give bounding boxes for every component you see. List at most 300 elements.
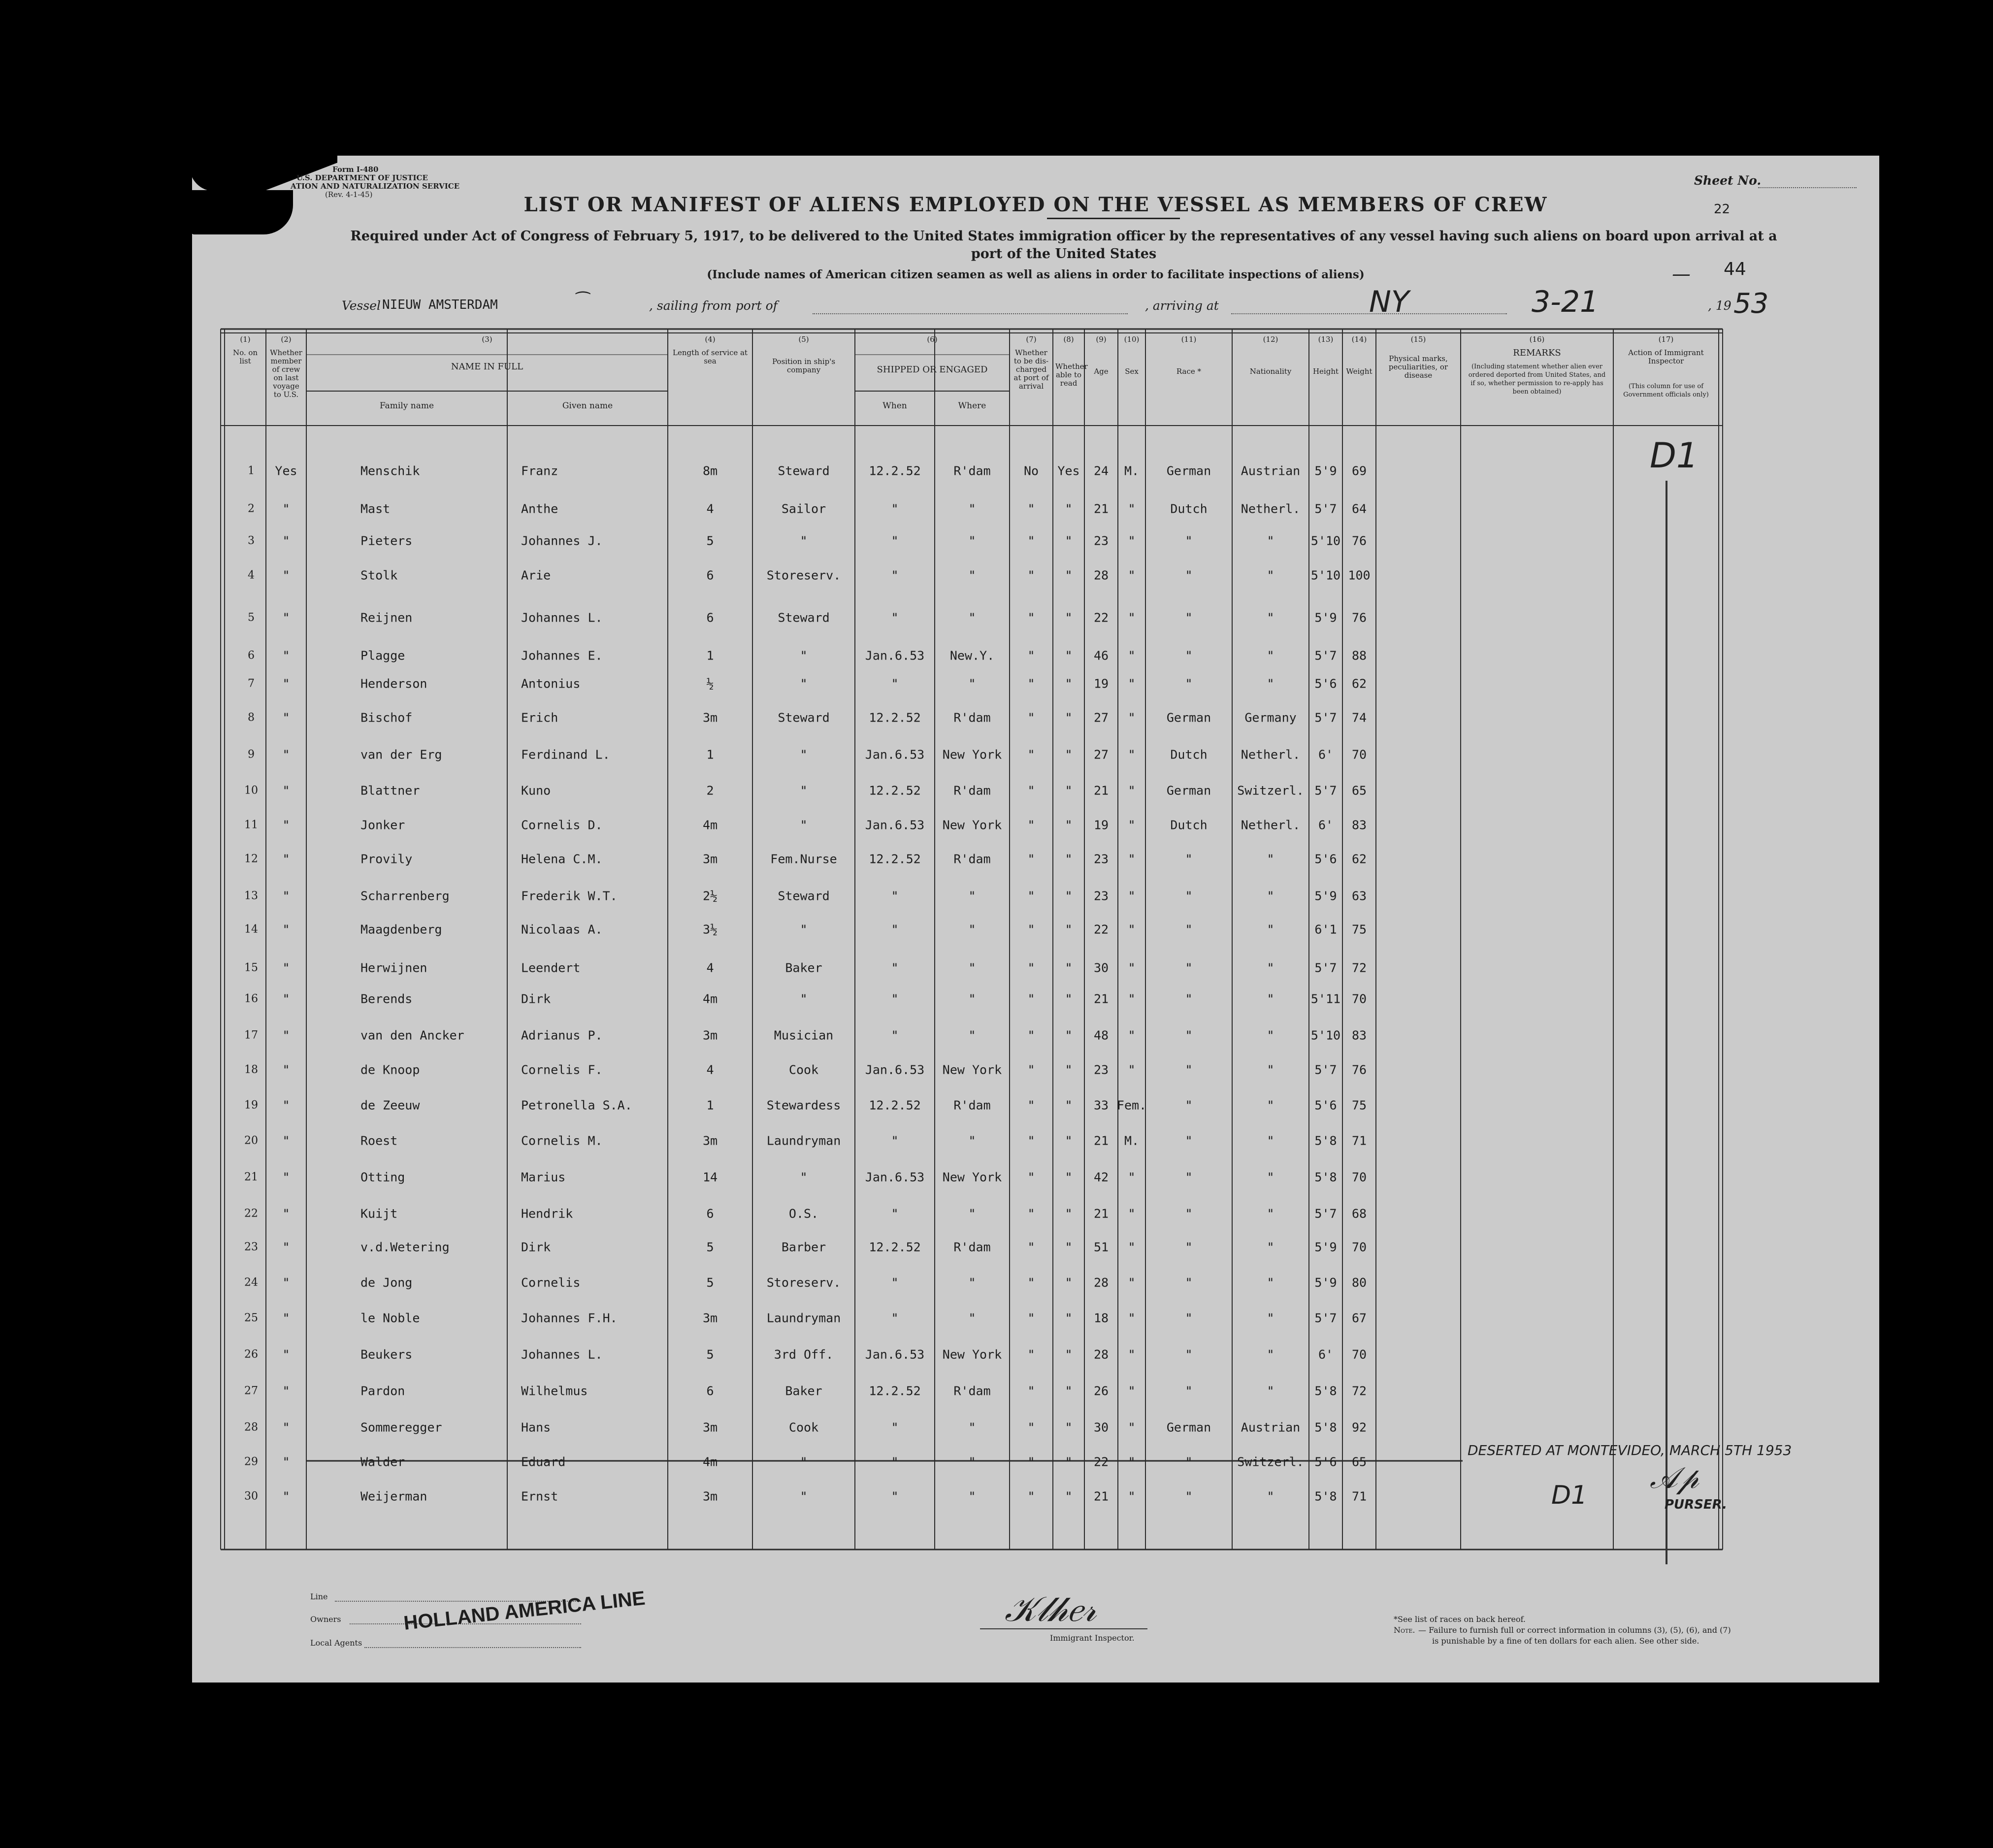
stamp-number: 44 <box>1724 259 1746 279</box>
table-cell: " <box>968 1133 976 1148</box>
table-cell: " <box>1065 568 1073 583</box>
table-cell: Jan.6.53 <box>865 1347 925 1362</box>
table-cell: " <box>1185 610 1193 625</box>
table-cell: " <box>1065 1489 1073 1504</box>
table-cell: de Knoop <box>360 1062 420 1077</box>
sailing-label: , sailing from port of <box>649 298 778 313</box>
table-cell: Blattner <box>360 783 420 798</box>
table-cell: " <box>1128 1240 1136 1254</box>
table-cell: 70 <box>1351 747 1367 762</box>
table-cell: 62 <box>1351 676 1367 691</box>
subheader-where: Where <box>958 401 986 411</box>
table-cell: 5'10 <box>1310 568 1341 583</box>
table-cell: " <box>1027 676 1035 691</box>
table-cell: " <box>282 676 290 691</box>
table-cell: Antonius <box>521 676 581 691</box>
table-cell: " <box>1185 852 1193 866</box>
table-cell: 21 <box>1093 1489 1109 1504</box>
table-cell: 5'8 <box>1314 1170 1337 1185</box>
table-cell: " <box>1267 1489 1274 1504</box>
table-cell: " <box>282 1311 290 1325</box>
table-cell: " <box>1065 1311 1073 1325</box>
table-cell: " <box>282 1240 290 1254</box>
table-cell: " <box>800 533 808 548</box>
table-cell: M. <box>1124 463 1140 478</box>
table-cell: " <box>282 1384 290 1398</box>
table-cell: 5'7 <box>1314 1062 1337 1077</box>
table-cell: 1 <box>706 648 714 663</box>
table-cell: " <box>968 922 976 937</box>
table-cell: Nicolaas A. <box>521 922 603 937</box>
table-cell: " <box>282 1170 290 1185</box>
table-cell: Berends <box>360 991 413 1006</box>
table-cell: 21 <box>1093 1206 1109 1221</box>
table-cell: Helena C.M. <box>521 852 603 866</box>
table-cell: " <box>1128 922 1136 937</box>
table-cell: " <box>891 533 899 548</box>
table-cell: German <box>1166 710 1211 725</box>
table-cell: 5'7 <box>1314 710 1337 725</box>
sheet-label: Sheet No. <box>1694 173 1762 188</box>
table-cell: 27 <box>1093 747 1109 762</box>
footer-owners-label: Owners <box>310 1615 341 1624</box>
table-cell: 23 <box>1093 889 1109 903</box>
table-cell: 70 <box>1351 1240 1367 1254</box>
footer-agents-blank <box>364 1647 581 1648</box>
table-cell: " <box>891 1275 899 1290</box>
table-cell: 68 <box>1351 1206 1367 1221</box>
handwritten-mark: ⁀ <box>576 292 590 311</box>
subheader-when: When <box>882 401 907 411</box>
table-cell: Pieters <box>360 533 413 548</box>
table-cell: " <box>282 1489 290 1504</box>
table-cell: " <box>891 501 899 516</box>
table-cell: R'dam <box>953 1384 991 1398</box>
note-line-2: is punishable by a fine of ten dollars for each alien. See other side. <box>1432 1636 1699 1646</box>
table-cell: " <box>1267 1028 1274 1043</box>
table-cell: R'dam <box>953 1098 991 1113</box>
table-cell: Cook <box>788 1062 819 1077</box>
table-cell: 5'7 <box>1314 960 1337 975</box>
table-cell: 22 <box>1093 922 1109 937</box>
table-cell: 12.2.52 <box>869 1384 921 1398</box>
table-cell: German <box>1166 463 1211 478</box>
table-cell: 5'7 <box>1314 648 1337 663</box>
table-cell: Maagdenberg <box>360 922 442 937</box>
row-number: 29 <box>244 1455 258 1468</box>
row-number: 25 <box>244 1312 258 1324</box>
row-number: 5 <box>248 611 255 624</box>
table-cell: " <box>282 1206 290 1221</box>
column-header: NAME IN FULL <box>451 362 523 372</box>
table-cell: R'dam <box>953 463 991 478</box>
table-cell: 5'8 <box>1314 1133 1337 1148</box>
table-cell: 23 <box>1093 533 1109 548</box>
table-cell: " <box>1065 1384 1073 1398</box>
table-cell: 4 <box>706 1062 714 1077</box>
row-number: 14 <box>244 923 258 936</box>
table-cell: " <box>800 783 808 798</box>
table-cell: 5'8 <box>1314 1420 1337 1435</box>
table-cell: " <box>1027 648 1035 663</box>
table-cell: 70 <box>1351 1347 1367 1362</box>
table-cell: 12.2.52 <box>869 463 921 478</box>
table-cell: Steward <box>778 710 830 725</box>
table-cell: " <box>891 610 899 625</box>
table-cell: Walder <box>360 1454 405 1469</box>
table-cell: " <box>1185 1098 1193 1113</box>
vessel-label: Vessel <box>342 298 381 313</box>
table-cell: " <box>800 1454 808 1469</box>
table-cell: " <box>891 676 899 691</box>
table-cell: " <box>1027 747 1035 762</box>
table-cell: " <box>282 1454 290 1469</box>
table-cell: " <box>1128 960 1136 975</box>
table-cell: " <box>1128 1311 1136 1325</box>
table-cell: Hendrik <box>521 1206 573 1221</box>
column-number: (2) <box>281 335 292 344</box>
table-cell: " <box>1128 1028 1136 1043</box>
column-header: Sex <box>1125 367 1139 376</box>
table-cell: 5'6 <box>1314 852 1337 866</box>
table-cell: " <box>1065 710 1073 725</box>
table-cell: Hans <box>521 1420 551 1435</box>
table-cell: " <box>1027 1028 1035 1043</box>
table-cell: " <box>1027 783 1035 798</box>
column-header: Age <box>1094 367 1109 376</box>
table-cell: " <box>891 960 899 975</box>
table-cell: Netherl. <box>1241 818 1301 832</box>
table-cell: 76 <box>1351 1062 1367 1077</box>
table-cell: 12.2.52 <box>869 852 921 866</box>
table-cell: " <box>282 610 290 625</box>
table-cell: " <box>1065 1028 1073 1043</box>
table-cell: " <box>1065 1347 1073 1362</box>
row-number: 11 <box>244 819 258 831</box>
table-cell: 46 <box>1093 648 1109 663</box>
table-cell: O.S. <box>788 1206 819 1221</box>
table-cell: " <box>968 533 976 548</box>
table-cell: 6 <box>706 568 714 583</box>
table-cell: Cook <box>788 1420 819 1435</box>
table-cell: " <box>1065 610 1073 625</box>
row-number: 8 <box>248 711 255 724</box>
table-cell: " <box>1128 1489 1136 1504</box>
handwritten-dash: — <box>1672 263 1691 285</box>
table-cell: 76 <box>1351 533 1367 548</box>
table-cell: Germany <box>1244 710 1297 725</box>
table-cell: " <box>1185 533 1193 548</box>
table-cell: " <box>968 889 976 903</box>
row-number: 24 <box>244 1276 258 1289</box>
note-line-1: — Failure to furnish full or correct information in columns (3), (5), (6), and (7) <box>1418 1625 1731 1635</box>
table-cell: Frederik W.T. <box>521 889 618 903</box>
action-bracket-line <box>1666 481 1667 1564</box>
table-cell: " <box>1185 1347 1193 1362</box>
column-header: Physical marks, peculiarities, or disease <box>1388 354 1448 380</box>
table-cell: Adrianus P. <box>521 1028 603 1043</box>
purser-label: PURSER. <box>1665 1497 1728 1512</box>
table-cell: " <box>1185 960 1193 975</box>
table-cell: 6 <box>706 1384 714 1398</box>
table-cell: " <box>1185 1240 1193 1254</box>
table-cell: Baker <box>785 1384 822 1398</box>
required-line-2: port of the United States <box>971 246 1157 262</box>
column-number: (11) <box>1181 335 1197 344</box>
table-cell: " <box>1027 1454 1035 1469</box>
table-cell: " <box>1027 1347 1035 1362</box>
row-number: 27 <box>244 1385 258 1397</box>
table-cell: Herwijnen <box>360 960 427 975</box>
table-cell: van den Ancker <box>360 1028 464 1043</box>
table-cell: R'dam <box>953 783 991 798</box>
row-number: 9 <box>248 748 255 761</box>
table-cell: " <box>1027 710 1035 725</box>
row-number: 7 <box>248 677 255 690</box>
table-cell: " <box>1267 991 1274 1006</box>
table-cell: Laundryman <box>766 1311 841 1325</box>
table-cell: " <box>1128 1384 1136 1398</box>
table-cell: " <box>1267 889 1274 903</box>
table-cell: 5'9 <box>1314 610 1337 625</box>
table-cell: 71 <box>1351 1489 1367 1504</box>
table-cell: " <box>1185 648 1193 663</box>
table-cell: 5'7 <box>1314 1206 1337 1221</box>
table-cell: " <box>968 568 976 583</box>
table-cell: " <box>1267 1062 1274 1077</box>
table-cell: 5 <box>706 1275 714 1290</box>
column-header: Nationality <box>1249 367 1292 376</box>
table-cell: de Zeeuw <box>360 1098 420 1113</box>
table-cell: Yes <box>1057 463 1080 478</box>
table-cell: 6 <box>706 610 714 625</box>
table-cell: " <box>1065 1420 1073 1435</box>
row-number: 1 <box>248 464 255 477</box>
table-cell: " <box>1185 1206 1193 1221</box>
column-header: REMARKS <box>1513 348 1561 358</box>
table-cell: de Jong <box>360 1275 413 1290</box>
table-cell: Jan.6.53 <box>865 747 925 762</box>
table-cell: Cornelis D. <box>521 818 603 832</box>
column-number: (7) <box>1026 335 1037 344</box>
table-cell: " <box>1185 1384 1193 1398</box>
table-cell: 3m <box>702 852 718 866</box>
table-cell: Sommeregger <box>360 1420 442 1435</box>
table-cell: Storeserv. <box>766 1275 841 1290</box>
table-cell: " <box>1128 501 1136 516</box>
column-number: (12) <box>1263 335 1278 344</box>
table-cell: 6' <box>1318 1347 1334 1362</box>
table-cell: " <box>282 501 290 516</box>
sheet-number: 22 <box>1714 202 1731 217</box>
table-cell: 2 <box>706 783 714 798</box>
table-cell: 3rd Off. <box>774 1347 834 1362</box>
table-cell: " <box>1128 991 1136 1006</box>
table-cell: Stolk <box>360 568 398 583</box>
table-cell: Barber <box>781 1240 826 1254</box>
column-header: Position in ship's company <box>772 357 836 374</box>
table-cell: " <box>1185 676 1193 691</box>
table-cell: " <box>1065 747 1073 762</box>
table-cell: 75 <box>1351 922 1367 937</box>
table-cell: 21 <box>1093 1133 1109 1148</box>
column-header: Whether able to read <box>1055 362 1088 388</box>
table-cell: " <box>1065 1240 1073 1254</box>
table-cell: Netherl. <box>1241 747 1301 762</box>
inspector-line <box>980 1628 1147 1629</box>
table-cell: 5'7 <box>1314 501 1337 516</box>
table-cell: " <box>968 676 976 691</box>
table-cell: " <box>1065 889 1073 903</box>
table-cell: Steward <box>778 610 830 625</box>
table-cell: " <box>968 1454 976 1469</box>
column-number: (14) <box>1351 335 1367 344</box>
row-number: 2 <box>248 502 255 515</box>
table-cell: Dirk <box>521 991 551 1006</box>
form-dept: U.S. DEPARTMENT OF JUSTICE <box>296 173 428 182</box>
company-stamp: HOLLAND AMERICA LINE <box>402 1587 647 1634</box>
row-number: 20 <box>244 1134 258 1147</box>
table-cell: Franz <box>521 463 558 478</box>
table-cell: " <box>968 991 976 1006</box>
table-cell: " <box>1185 1275 1193 1290</box>
row-number: 4 <box>248 569 255 582</box>
table-cell: 21 <box>1093 783 1109 798</box>
table-cell: 24 <box>1093 463 1109 478</box>
table-cell: " <box>800 1489 808 1504</box>
column-header: Race * <box>1176 367 1202 376</box>
table-cell: Provily <box>360 852 413 866</box>
column-header: SHIPPED OR ENGAGED <box>877 364 988 375</box>
table-cell: " <box>282 1275 290 1290</box>
table-cell: " <box>800 922 808 937</box>
table-cell: Scharrenberg <box>360 889 450 903</box>
table-cell: Dutch <box>1170 501 1208 516</box>
table-cell: " <box>1185 1170 1193 1185</box>
table-cell: Laundryman <box>766 1133 841 1148</box>
column-number: (5) <box>798 335 809 344</box>
table-cell: " <box>1027 818 1035 832</box>
manifest-document <box>192 156 1879 1683</box>
table-cell: " <box>1027 1062 1035 1077</box>
table-cell: " <box>1065 922 1073 937</box>
table-cell: " <box>1185 1489 1193 1504</box>
table-cell: New York <box>942 818 1002 832</box>
table-cell: 12.2.52 <box>869 783 921 798</box>
table-cell: " <box>891 1206 899 1221</box>
column-number: (10) <box>1124 335 1140 344</box>
table-cell: " <box>891 1311 899 1325</box>
year-suffix: 53 <box>1733 288 1769 320</box>
table-cell: " <box>1128 783 1136 798</box>
table-cell: " <box>1185 1133 1193 1148</box>
table-cell: " <box>1128 533 1136 548</box>
table-cell: " <box>1065 960 1073 975</box>
table-cell: Sailor <box>781 501 826 516</box>
table-cell: 65 <box>1351 783 1367 798</box>
table-cell: 72 <box>1351 1384 1367 1398</box>
table-cell: 6'1 <box>1314 922 1337 937</box>
table-cell: 14 <box>702 1170 718 1185</box>
table-cell: 3m <box>702 1311 718 1325</box>
table-cell: Eduard <box>521 1454 566 1469</box>
table-cell: " <box>1267 533 1274 548</box>
table-cell: " <box>1185 568 1193 583</box>
table-cell: " <box>1027 533 1035 548</box>
table-cell: 23 <box>1093 1062 1109 1077</box>
column-number: (1) <box>240 335 251 344</box>
d1-mark: D1 <box>1551 1481 1588 1510</box>
table-cell: " <box>1185 991 1193 1006</box>
table-cell: " <box>968 1311 976 1325</box>
table-cell: 27 <box>1093 710 1109 725</box>
row-number: 10 <box>244 784 258 797</box>
table-cell: 12.2.52 <box>869 1240 921 1254</box>
table-cell: " <box>1027 1098 1035 1113</box>
table-cell: " <box>1267 1384 1274 1398</box>
row-number: 23 <box>244 1241 258 1254</box>
table-cell: " <box>1267 676 1274 691</box>
table-cell: le Noble <box>360 1311 420 1325</box>
table-cell: Johannes J. <box>521 533 603 548</box>
inspector-label: Immigrant Inspector. <box>1050 1633 1135 1643</box>
table-cell: 76 <box>1351 610 1367 625</box>
row-number: 12 <box>244 853 258 865</box>
table-cell: " <box>1065 501 1073 516</box>
remarks-note: (Including statement whether alien ever ordered deported from United States, and if so, whether permission to re-apply has been obtained) <box>1468 363 1606 396</box>
table-cell: " <box>968 1028 976 1043</box>
table-cell: " <box>891 889 899 903</box>
table-cell: 4 <box>706 960 714 975</box>
table-cell: " <box>1065 676 1073 691</box>
include-line: (Include names of American citizen seamen as well as aliens in order to facilitate inspections of aliens) <box>707 268 1365 281</box>
table-cell: " <box>1065 1098 1073 1113</box>
table-cell: " <box>282 818 290 832</box>
table-cell: " <box>891 1420 899 1435</box>
table-cell: 4m <box>702 991 718 1006</box>
table-cell: " <box>1128 1420 1136 1435</box>
table-cell: 3m <box>702 1420 718 1435</box>
table-cell: " <box>1065 818 1073 832</box>
table-cell: " <box>282 922 290 937</box>
table-cell: 21 <box>1093 991 1109 1006</box>
table-cell: Johannes F.H. <box>521 1311 618 1325</box>
table-cell: " <box>1128 610 1136 625</box>
table-cell: " <box>282 1347 290 1362</box>
table-cell: Dirk <box>521 1240 551 1254</box>
table-cell: 5'6 <box>1314 1098 1337 1113</box>
table-cell: " <box>1128 1347 1136 1362</box>
table-cell: Anthe <box>521 501 558 516</box>
table-cell: Erich <box>521 710 558 725</box>
table-cell: 74 <box>1351 710 1367 725</box>
table-cell: " <box>891 1489 899 1504</box>
table-cell: Kuno <box>521 783 551 798</box>
table-cell: 5 <box>706 1240 714 1254</box>
table-cell: 5'9 <box>1314 463 1337 478</box>
table-cell: 63 <box>1351 889 1367 903</box>
table-cell: 4 <box>706 501 714 516</box>
table-cell: Baker <box>785 960 822 975</box>
row-number: 26 <box>244 1348 258 1361</box>
table-cell: New York <box>942 1062 1002 1077</box>
row-number: 21 <box>244 1171 258 1184</box>
table-cell: Bischof <box>360 710 413 725</box>
footer-agents-label: Local Agents <box>310 1638 362 1648</box>
table-cell: " <box>1128 1206 1136 1221</box>
table-cell: 5 <box>706 1347 714 1362</box>
table-cell: Switzerl. <box>1237 1454 1304 1469</box>
